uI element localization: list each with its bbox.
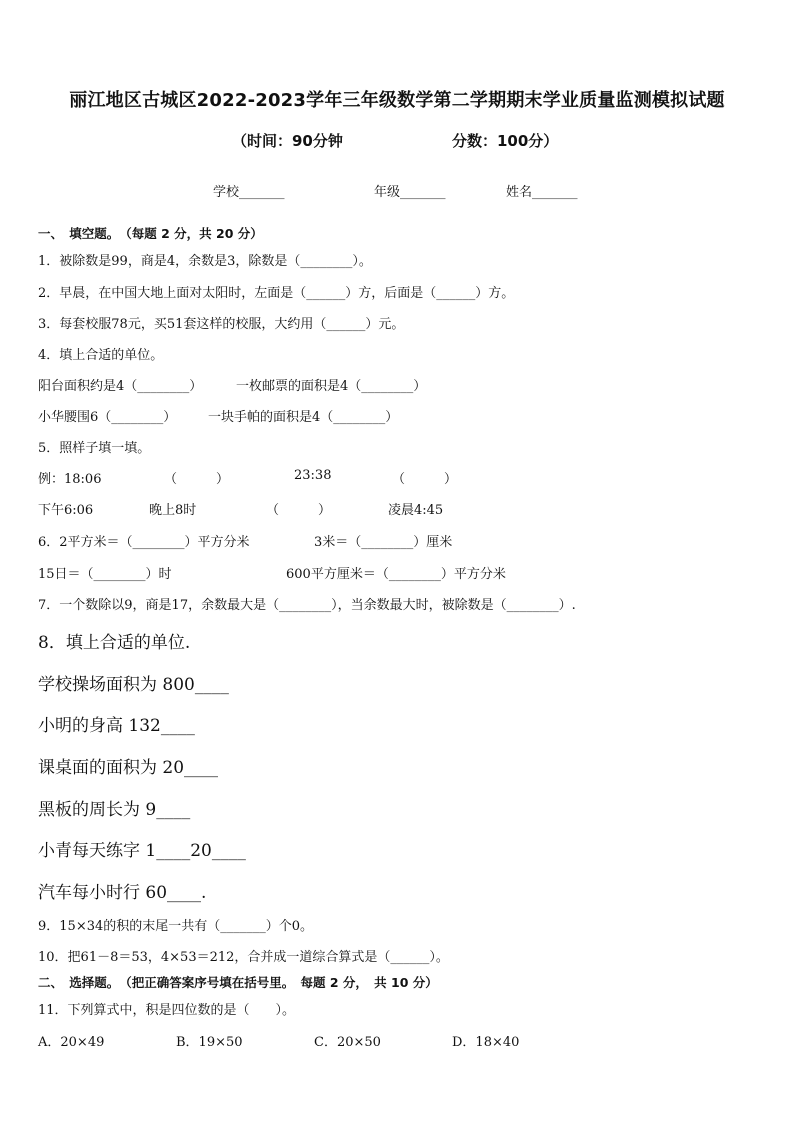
question-9: 9．15×34的积的末尾一共有（_______）个0。 xyxy=(38,919,314,934)
name-field: 姓名_______ xyxy=(506,185,578,200)
question-8-a: 学校操场面积为 800____ xyxy=(38,675,229,695)
question-5-time-2338: 23:38 xyxy=(294,468,332,483)
option-a: A．20×49 xyxy=(38,1035,105,1050)
question-10: 10．把61－8＝53，4×53＝212，合并成一道综合算式是（______）。 xyxy=(38,950,449,965)
question-2: 2．早晨，在中国大地上面对太阳时，左面是（______）方，后面是（______）方。 xyxy=(38,286,515,301)
question-5-example-blank: （ ） xyxy=(164,472,230,487)
grade-field: 年级_______ xyxy=(374,185,446,200)
question-6-a: 6．2平方米＝（________）平方分米 xyxy=(38,535,250,550)
school-field: 学校_______ xyxy=(213,185,285,200)
question-8: 8．填上合适的单位. xyxy=(38,633,191,653)
question-5-evening-8: 晚上8时 xyxy=(149,503,197,518)
section-heading-fill: 一、 填空题。 （每题 2 分，共 20 分） xyxy=(38,226,263,241)
question-8-d: 黑板的周长为 9____ xyxy=(38,800,191,820)
question-3: 3．每套校服78元，买51套这样的校服，大约用（______）元。 xyxy=(38,317,405,332)
option-c: C．20×50 xyxy=(314,1035,381,1050)
question-6-c: 15日＝（________）时 xyxy=(38,567,172,582)
option-b: B．19×50 xyxy=(176,1035,243,1050)
question-4-c: 小华腰围6（________） xyxy=(38,410,177,425)
option-d: D．18×40 xyxy=(452,1035,520,1050)
question-1: 1．被除数是99，商是4，余数是3，除数是（________）。 xyxy=(38,254,372,269)
question-6-d: 600平方厘米＝（________）平方分米 xyxy=(286,567,506,582)
question-5: 5．照样子填一填。 xyxy=(38,441,151,456)
question-8-e: 小青每天练字 1____20____ xyxy=(38,841,246,861)
question-4-b: 一枚邮票的面积是4（________） xyxy=(236,379,427,394)
question-8-f: 汽车每小时行 60____. xyxy=(38,883,207,903)
section-heading-choice: 二、 选择题。 （把正确答案序号填在括号里。 每题 2 分， 共 10 分） xyxy=(38,975,438,990)
question-5-example-time: 例：18:06 xyxy=(38,472,102,487)
exam-time: （时间：90分钟 xyxy=(232,132,343,150)
question-5-dawn-445: 凌晨4:45 xyxy=(388,503,444,518)
question-5-blank-1: （ ） xyxy=(392,472,458,487)
exam-score: 分数：100分） xyxy=(452,132,559,150)
question-5-blank-2: （ ） xyxy=(266,503,332,518)
question-7: 7．一个数除以9，商是17，余数最大是（________），当余数最大时，被除数是（________）. xyxy=(38,598,576,613)
page-title: 丽江地区古城区2022-2023学年三年级数学第二学期期末学业质量监测模拟试题 xyxy=(69,90,725,111)
question-5-example-answer: 下午6:06 xyxy=(38,503,94,518)
question-11: 11．下列算式中，积是四位数的是（ ）。 xyxy=(38,1003,296,1018)
question-4-d: 一块手帕的面积是4（________） xyxy=(208,410,399,425)
question-4: 4．填上合适的单位。 xyxy=(38,348,164,363)
question-8-c: 课桌面的面积为 20____ xyxy=(38,758,219,778)
question-6-b: 3米＝（________）厘米 xyxy=(314,535,453,550)
question-4-a: 阳台面积约是4（________） xyxy=(38,379,203,394)
question-8-b: 小明的身高 132____ xyxy=(38,716,195,736)
